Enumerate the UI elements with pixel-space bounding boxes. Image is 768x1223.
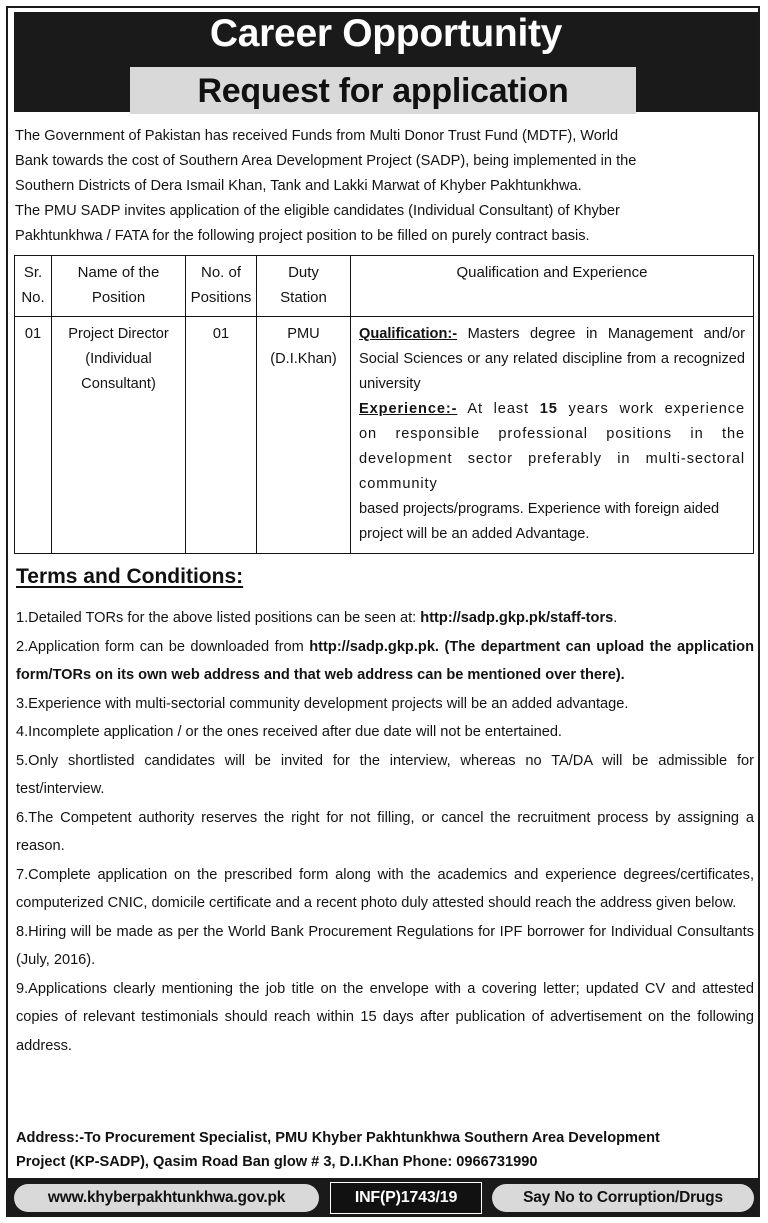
term-number: 1.: [16, 610, 29, 626]
column-header-duty-line1: Duty: [288, 264, 319, 281]
intro-line-1: The Government of Pakistan has received Funds from Multi Donor Trust Fund (MDTF), World: [15, 128, 619, 144]
list-item: [16, 633, 754, 690]
list-item: [16, 604, 754, 633]
term-number: 2.: [16, 638, 29, 655]
experience-block-continued: based projects/programs. Experience with foreign aided project will be an added Advantage.: [359, 501, 720, 542]
footer-slogan: Say No to Corruption/Drugs: [492, 1184, 754, 1212]
term-text: The Competent authority reserves the right for not filling, or cancel the recruitment process by assigning a reason.: [16, 809, 754, 854]
column-header-name-of-position: [52, 256, 186, 317]
cell-position-name-line2: (Individual: [85, 351, 152, 367]
column-header-qualification-experience: Qualification and Experience: [351, 256, 754, 317]
qualification-label: Qualification:-: [359, 326, 458, 342]
term-number: 6.: [16, 809, 29, 826]
qualification-text: Masters degree in Management and/or Social Sciences or any related discipline from a recognized university: [359, 326, 745, 392]
term-link: http://sadp.gkp.pk. (The department can upload the application form/TORs on its own web address and that web address can be mentioned over there).: [16, 638, 754, 683]
term-text: Only shortlisted candidates will be invited for the interview, whereas no TA/DA will be admissible for test/interview.: [16, 752, 754, 797]
list-item: [16, 975, 754, 1061]
term-text: Applications clearly mentioning the job title on the envelope with a covering letter; updated CV and attested copies of relevant testimonials should reach within 15 days after publication of advertisement on the following address.: [16, 980, 754, 1054]
cell-sr-no: 01: [15, 317, 52, 554]
term-text: Incomplete application / or the ones received after due date will not be entertained.: [28, 724, 562, 740]
experience-label: Experience:-: [359, 401, 458, 417]
intro-line-4: The PMU SADP invites application of the eligible candidates (Individual Consultant) of Khyber: [15, 203, 620, 219]
column-header-sr-no-line1: Sr.: [23, 264, 43, 281]
term-text: Hiring will be made as per the World Bank Procurement Regulations for IPF borrower for Individual Consultants (July, 2016).: [16, 923, 754, 968]
experience-text-a: At least: [457, 401, 540, 417]
list-item: [16, 861, 754, 918]
address-line-1: Address:-To Procurement Specialist, PMU Khyber Pakhtunkhwa Southern Area Development: [16, 1130, 660, 1146]
term-text: Application form can be downloaded from: [28, 638, 310, 655]
job-positions-table: [14, 255, 754, 554]
address-block: [16, 1126, 756, 1174]
cell-no-of-positions: 01: [186, 317, 257, 554]
experience-text-b: years work experience on responsible professional positions in the development sector preferably in multi-sectoral community: [359, 401, 745, 492]
list-item: [16, 718, 754, 747]
term-link: http://sadp.gkp.pk/staff-tors: [420, 610, 614, 626]
terms-and-conditions-list: [16, 604, 754, 1060]
cell-duty-station: [257, 317, 351, 554]
intro-line-3: Southern Districts of Dera Ismail Khan, Tank and Lakki Marwat of Khyber Pakhtunkhwa.: [15, 178, 582, 194]
term-number: 7.: [16, 866, 29, 883]
column-header-name-line1: Name of the: [77, 264, 160, 281]
experience-block: [359, 397, 745, 497]
term-text: Complete application on the prescribed form along with the academics and experience degrees/certificates, computerized CNIC, domicile certificate and a recent photo duly attested should reach the address given below.: [16, 866, 754, 911]
term-number: 9.: [16, 980, 29, 997]
intro-paragraph: [15, 124, 755, 249]
list-item: [16, 690, 754, 719]
intro-line-2: Bank towards the cost of Southern Area Development Project (SADP), being implemented in the: [15, 153, 637, 169]
experience-years: 15: [539, 401, 558, 417]
column-header-no-of-positions: [186, 256, 257, 317]
list-item: [16, 804, 754, 861]
column-header-positions-line1: No. of: [200, 264, 242, 281]
cell-position-name-line3: Consultant): [81, 376, 156, 392]
column-header-duty-line2: Station: [280, 289, 327, 306]
column-header-sr-no: [15, 256, 52, 317]
list-item: [16, 918, 754, 975]
term-text-post: .: [613, 610, 618, 626]
header-subtitle: Request for application: [197, 72, 569, 110]
footer-website-link[interactable]: www.khyberpakhtunkhwa.gov.pk: [14, 1184, 319, 1212]
terms-and-conditions-heading: Terms and Conditions:: [16, 565, 244, 588]
table-header-row: [15, 256, 754, 317]
cell-qualification-experience: [351, 317, 754, 554]
list-item: [16, 747, 754, 804]
column-header-name-line2: Position: [91, 289, 146, 306]
term-number: 8.: [16, 923, 29, 940]
term-number: 5.: [16, 752, 29, 769]
cell-position-name-line1: Project Director: [68, 326, 169, 342]
term-number: 4.: [16, 724, 29, 740]
column-header-positions-line2: Positions: [190, 289, 252, 306]
intro-line-5: Pakhtunkhwa / FATA for the following project position to be filled on purely contract basis.: [15, 228, 590, 244]
cell-duty-station-line1: PMU: [287, 326, 320, 342]
term-text: Experience with multi-sectorial community development projects will be an added advantage.: [28, 695, 629, 712]
column-header-sr-no-line2: No.: [21, 289, 45, 306]
cell-position-name: [52, 317, 186, 554]
table-row: [15, 317, 754, 554]
term-number: 3.: [16, 695, 29, 712]
address-line-2: Project (KP-SADP), Qasim Road Ban glow # 3, D.I.Khan Phone: 0966731990: [16, 1154, 538, 1170]
footer-inf-code: INF(P)1743/19: [330, 1182, 482, 1214]
term-text: Detailed TORs for the above listed positions can be seen at:: [28, 610, 421, 626]
page-title: Career Opportunity: [209, 12, 563, 55]
qualification-block: [359, 322, 745, 397]
cell-duty-station-line2: (D.I.Khan): [270, 351, 337, 367]
column-header-duty-station: [257, 256, 351, 317]
